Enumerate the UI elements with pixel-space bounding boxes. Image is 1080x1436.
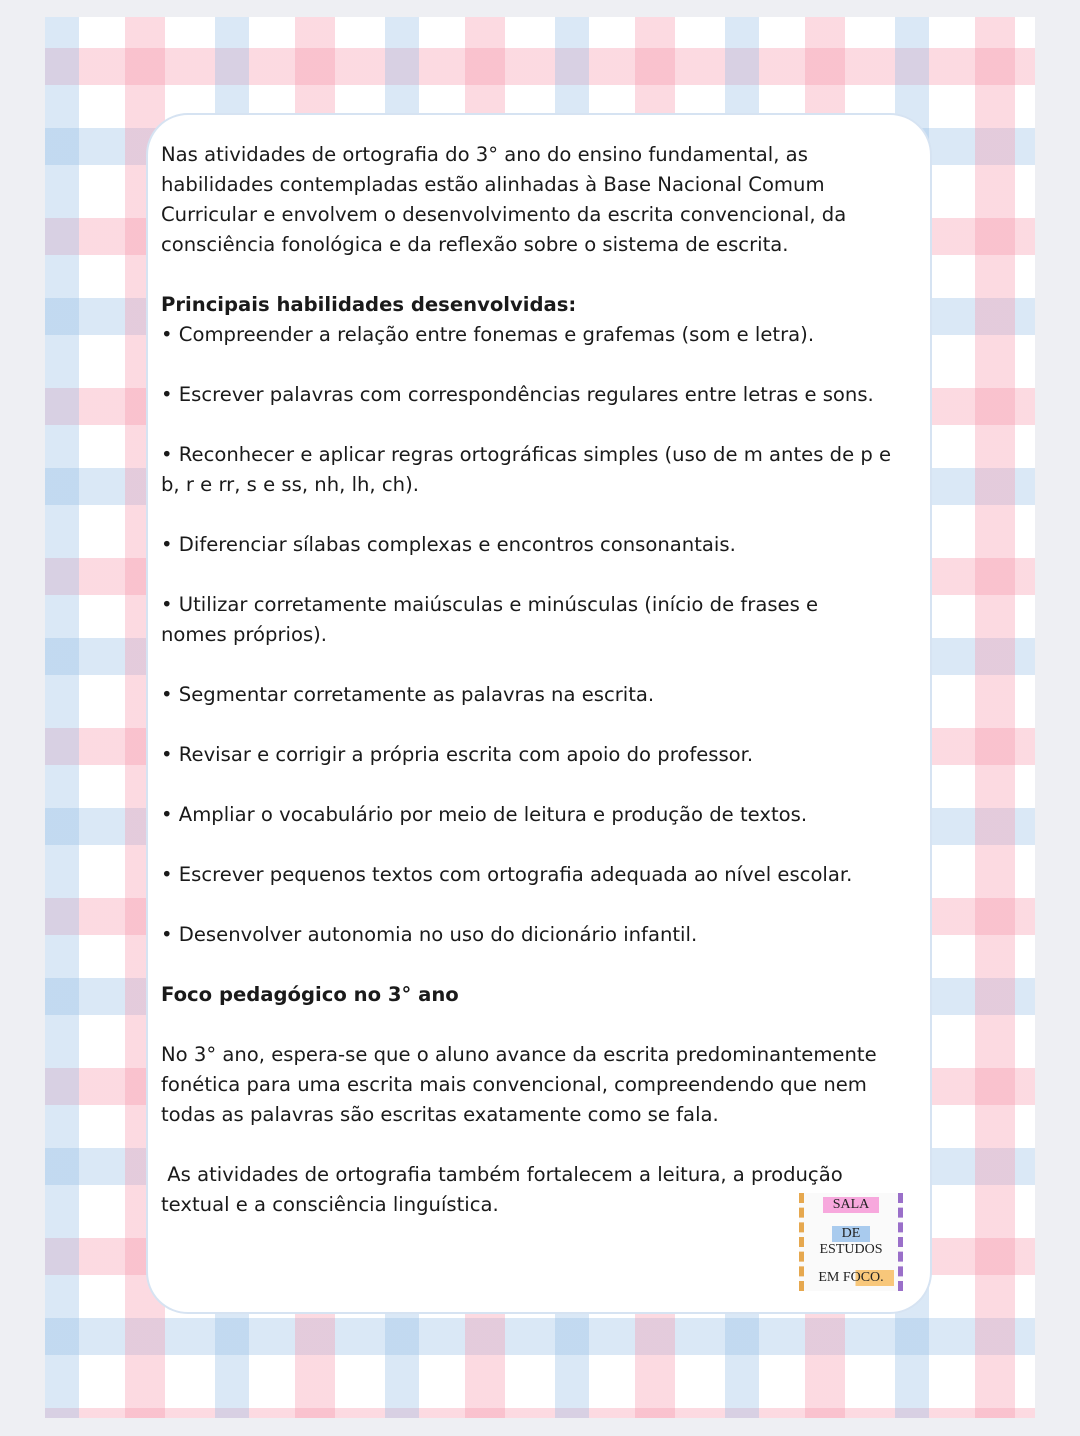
intro-line: consciência fonológica e da reflexão sobre o sistema de escrita. — [161, 233, 789, 256]
skill-item-cont: nomes próprios). — [161, 623, 328, 646]
logo-text: ESTUDOS — [819, 1242, 883, 1257]
logo-text: DE — [832, 1226, 871, 1242]
document-text — [161, 140, 931, 1220]
intro-line: habilidades contempladas estão alinhadas à Base Nacional Comum — [161, 173, 825, 196]
intro-line: Nas atividades de ortografia do 3° ano do ensino fundamental, as — [161, 143, 808, 166]
skill-item: • Utilizar corretamente maiúsculas e minúsculas (início de frases e — [161, 593, 819, 616]
focus-heading: Foco pedagógico no 3° ano — [161, 983, 459, 1006]
focus-line: fonética para uma escrita mais convencional, compreendendo que nem — [161, 1073, 867, 1096]
skills-heading: Principais habilidades desenvolvidas: — [161, 293, 577, 316]
focus-line: todas as palavras são escritas exatamente como se fala. — [161, 1103, 719, 1126]
skill-item-cont: b, r e rr, s e ss, nh, lh, ch). — [161, 473, 419, 496]
logo-text: EM FOCO. — [808, 1270, 893, 1286]
skill-item: • Revisar e corrigir a própria escrita com apoio do professor. — [161, 743, 754, 766]
skill-item: • Reconhecer e aplicar regras ortográficas simples (uso de m antes de p e — [161, 443, 892, 466]
skill-item: • Compreender a relação entre fonemas e grafemas (som e letra). — [161, 323, 815, 346]
skill-item: • Segmentar corretamente as palavras na escrita. — [161, 683, 655, 706]
focus-line: As atividades de ortografia também fortalecem a leitura, a produção — [161, 1163, 843, 1186]
focus-line: No 3° ano, espera-se que o aluno avance da escrita predominantemente — [161, 1043, 877, 1066]
skill-item: • Desenvolver autonomia no uso do dicionário infantil. — [161, 923, 698, 946]
sala-de-estudos-logo — [799, 1193, 903, 1291]
skill-item: • Ampliar o vocabulário por meio de leitura e produção de textos. — [161, 803, 808, 826]
skill-item: • Escrever palavras com correspondências regulares entre letras e sons. — [161, 383, 874, 406]
logo-text: SALA — [823, 1197, 880, 1213]
skill-item: • Diferenciar sílabas complexas e encontros consonantais. — [161, 533, 736, 556]
intro-line: Curricular e envolvem o desenvolvimento da escrita convencional, da — [161, 203, 847, 226]
focus-line: textual e a consciência linguística. — [161, 1193, 499, 1216]
skill-item: • Escrever pequenos textos com ortografia adequada ao nível escolar. — [161, 863, 853, 886]
